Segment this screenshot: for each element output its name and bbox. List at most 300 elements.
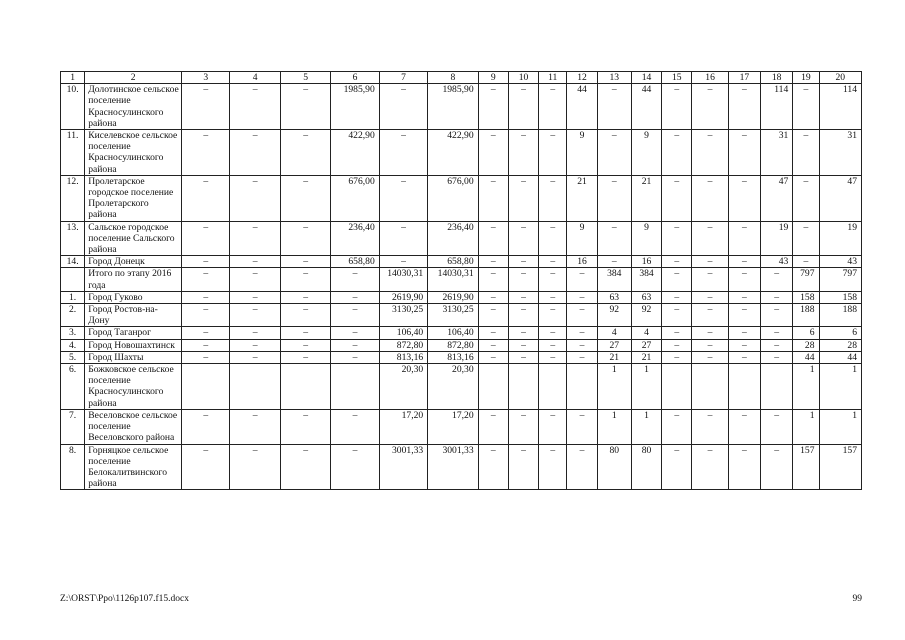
table-cell: – — [478, 130, 508, 176]
table-cell: – — [692, 351, 728, 363]
column-header: 12 — [567, 72, 597, 84]
table-cell: – — [508, 444, 538, 490]
table-cell: – — [728, 339, 760, 351]
table-cell: 92 — [597, 304, 631, 327]
table-cell: – — [597, 84, 631, 130]
column-header: 2 — [85, 72, 182, 84]
row-number: 6. — [61, 364, 85, 410]
table-row — [61, 84, 862, 130]
row-number: 1. — [61, 291, 85, 303]
table-cell: 3130,25 — [379, 304, 427, 327]
row-number: 8. — [61, 444, 85, 490]
column-header: 7 — [379, 72, 427, 84]
table-cell: 3001,33 — [379, 444, 427, 490]
column-header: 18 — [761, 72, 793, 84]
table-cell: 1 — [631, 364, 661, 410]
column-header: 9 — [478, 72, 508, 84]
table-cell: 114 — [761, 84, 793, 130]
table-cell: – — [230, 256, 280, 268]
table-cell: – — [728, 130, 760, 176]
table-cell: – — [662, 351, 692, 363]
table-cell: – — [230, 351, 280, 363]
table-cell: – — [230, 130, 280, 176]
table-cell: 658,80 — [331, 256, 379, 268]
table-cell: – — [597, 256, 631, 268]
table-cell: – — [662, 221, 692, 256]
table-cell: 9 — [567, 130, 597, 176]
table-cell: 422,90 — [428, 130, 478, 176]
table-cell: – — [692, 304, 728, 327]
row-number: 2. — [61, 304, 85, 327]
table-cell: 27 — [597, 339, 631, 351]
table-cell: 813,16 — [379, 351, 427, 363]
page-number: 99 — [852, 594, 862, 604]
table-cell: – — [728, 291, 760, 303]
table-cell: – — [539, 221, 567, 256]
table-cell: – — [567, 339, 597, 351]
table-cell: – — [662, 268, 692, 291]
column-header: 5 — [280, 72, 330, 84]
table-cell: – — [182, 175, 230, 221]
table-cell: 236,40 — [331, 221, 379, 256]
table-cell: – — [331, 444, 379, 490]
table-cell: – — [662, 304, 692, 327]
table-cell: – — [230, 327, 280, 339]
table-cell: – — [379, 221, 427, 256]
table-cell: – — [567, 444, 597, 490]
table-cell: – — [793, 221, 819, 256]
table-cell: – — [230, 175, 280, 221]
table-cell: – — [761, 291, 793, 303]
table-cell: – — [379, 130, 427, 176]
table-cell: – — [331, 351, 379, 363]
table-cell: – — [280, 221, 330, 256]
table-cell: – — [761, 351, 793, 363]
table-cell: – — [508, 256, 538, 268]
table-cell: 16 — [567, 256, 597, 268]
table-row — [61, 351, 862, 363]
table-cell: 188 — [793, 304, 819, 327]
table-cell: 80 — [631, 444, 661, 490]
table-cell: – — [539, 175, 567, 221]
table-cell: 1 — [631, 409, 661, 444]
settlement-name: Сальское городское поселение Сальского района — [85, 221, 182, 256]
table-cell: – — [728, 444, 760, 490]
table-cell: 158 — [819, 291, 862, 303]
table-cell: 157 — [793, 444, 819, 490]
table-cell: – — [478, 409, 508, 444]
column-header: 4 — [230, 72, 280, 84]
table-cell — [280, 364, 330, 410]
table-cell: – — [230, 268, 280, 291]
table-row — [61, 339, 862, 351]
column-header: 17 — [728, 72, 760, 84]
table-cell: – — [508, 84, 538, 130]
table-cell: 1 — [597, 364, 631, 410]
table-cell: – — [539, 444, 567, 490]
column-header: 19 — [793, 72, 819, 84]
table-cell: – — [182, 327, 230, 339]
table-cell: – — [692, 444, 728, 490]
table-cell: 676,00 — [428, 175, 478, 221]
column-header: 13 — [597, 72, 631, 84]
table-row — [61, 409, 862, 444]
table-cell: 28 — [819, 339, 862, 351]
table-cell: – — [793, 175, 819, 221]
row-number: 14. — [61, 256, 85, 268]
column-header: 10 — [508, 72, 538, 84]
table-cell — [331, 364, 379, 410]
row-number: 12. — [61, 175, 85, 221]
table-cell: – — [567, 351, 597, 363]
table-cell: – — [662, 409, 692, 444]
table-cell: – — [182, 339, 230, 351]
table-cell: 19 — [819, 221, 862, 256]
table-row — [61, 268, 862, 291]
table-cell: 106,40 — [379, 327, 427, 339]
table-cell: – — [182, 304, 230, 327]
table-cell: – — [230, 84, 280, 130]
table-cell: – — [182, 351, 230, 363]
settlement-name: Город Новошахтинск — [85, 339, 182, 351]
table-cell: 43 — [819, 256, 862, 268]
table-cell — [567, 364, 597, 410]
table-cell: 1 — [819, 409, 862, 444]
table-cell: – — [478, 304, 508, 327]
settlement-name: Долотинское сельское поселение Красносулинского района — [85, 84, 182, 130]
table-cell: – — [692, 409, 728, 444]
table-cell: – — [692, 221, 728, 256]
table-cell: – — [662, 256, 692, 268]
table-cell: – — [331, 409, 379, 444]
row-number: 13. — [61, 221, 85, 256]
data-table — [60, 71, 862, 490]
table-cell: – — [692, 256, 728, 268]
table-cell: – — [280, 256, 330, 268]
table-cell: – — [280, 327, 330, 339]
table-cell: 1 — [793, 409, 819, 444]
table-cell: – — [761, 268, 793, 291]
table-row — [61, 221, 862, 256]
table-cell: – — [508, 339, 538, 351]
file-path: Z:\ORST\Ppo\1126p107.f15.docx — [60, 594, 189, 604]
table-cell: 9 — [631, 221, 661, 256]
table-cell: 21 — [631, 351, 661, 363]
table-cell: – — [539, 304, 567, 327]
table-cell: 43 — [761, 256, 793, 268]
table-cell — [230, 364, 280, 410]
table-cell: – — [539, 291, 567, 303]
table-cell: – — [478, 351, 508, 363]
table-cell: – — [728, 175, 760, 221]
table-cell: – — [539, 327, 567, 339]
table-cell: – — [662, 444, 692, 490]
table-cell: – — [478, 221, 508, 256]
table-cell: – — [508, 130, 538, 176]
table-cell: – — [331, 304, 379, 327]
header-row — [61, 72, 862, 84]
table-cell — [182, 364, 230, 410]
table-cell: 157 — [819, 444, 862, 490]
table-cell: – — [182, 409, 230, 444]
row-number: 11. — [61, 130, 85, 176]
settlement-name: Город Донецк — [85, 256, 182, 268]
table-cell — [662, 364, 692, 410]
row-number: 4. — [61, 339, 85, 351]
column-header: 8 — [428, 72, 478, 84]
table-cell: 797 — [819, 268, 862, 291]
table-cell: – — [478, 84, 508, 130]
table-cell: – — [539, 84, 567, 130]
table-cell: – — [508, 268, 538, 291]
table-cell: – — [230, 409, 280, 444]
table-cell: – — [478, 291, 508, 303]
table-cell: – — [567, 327, 597, 339]
table-cell: – — [662, 291, 692, 303]
table-row — [61, 304, 862, 327]
table-cell: – — [597, 221, 631, 256]
table-cell: – — [280, 175, 330, 221]
table-cell: – — [692, 268, 728, 291]
table-cell: – — [182, 444, 230, 490]
table-cell: – — [280, 291, 330, 303]
table-cell: 236,40 — [428, 221, 478, 256]
table-cell: 31 — [761, 130, 793, 176]
row-number: 7. — [61, 409, 85, 444]
table-row — [61, 130, 862, 176]
table-cell: 21 — [567, 175, 597, 221]
table-cell: 20,30 — [428, 364, 478, 410]
table-cell: 9 — [631, 130, 661, 176]
table-cell: – — [539, 256, 567, 268]
table-row — [61, 364, 862, 410]
table-cell: 19 — [761, 221, 793, 256]
settlement-name: Веселовское сельское поселение Веселовского района — [85, 409, 182, 444]
table-cell: 63 — [631, 291, 661, 303]
table-cell: 44 — [819, 351, 862, 363]
table-cell: – — [230, 304, 280, 327]
table-cell: – — [567, 409, 597, 444]
table-cell: – — [597, 130, 631, 176]
row-number: 5. — [61, 351, 85, 363]
table-cell: – — [379, 175, 427, 221]
table-cell: – — [692, 175, 728, 221]
table-cell: – — [230, 444, 280, 490]
table-cell — [728, 364, 760, 410]
table-cell: 106,40 — [428, 327, 478, 339]
table-cell: – — [761, 339, 793, 351]
table-cell: – — [728, 256, 760, 268]
table-cell: – — [508, 291, 538, 303]
column-header: 11 — [539, 72, 567, 84]
table-row — [61, 327, 862, 339]
settlement-name: Город Гуково — [85, 291, 182, 303]
table-cell: – — [692, 130, 728, 176]
table-cell: – — [478, 268, 508, 291]
table-cell: 21 — [597, 351, 631, 363]
table-cell: 27 — [631, 339, 661, 351]
column-header: 15 — [662, 72, 692, 84]
table-cell: – — [182, 291, 230, 303]
table-cell: – — [508, 409, 538, 444]
table-cell: 63 — [597, 291, 631, 303]
table-cell: 16 — [631, 256, 661, 268]
table-cell: – — [728, 84, 760, 130]
table-cell: – — [567, 304, 597, 327]
table-cell: 44 — [793, 351, 819, 363]
table-cell: – — [728, 327, 760, 339]
table-cell: – — [331, 291, 379, 303]
table-cell: – — [478, 327, 508, 339]
table-cell: 4 — [597, 327, 631, 339]
settlement-name: Киселевское сельское поселение Красносулинского района — [85, 130, 182, 176]
table-cell: – — [280, 130, 330, 176]
table-cell: – — [662, 327, 692, 339]
table-cell: – — [280, 339, 330, 351]
table-cell: – — [280, 84, 330, 130]
table-cell: 6 — [793, 327, 819, 339]
column-header: 14 — [631, 72, 661, 84]
table-cell: – — [478, 339, 508, 351]
table-cell: 658,80 — [428, 256, 478, 268]
table-cell: – — [280, 268, 330, 291]
table-cell: – — [539, 339, 567, 351]
table-cell: – — [182, 268, 230, 291]
table-cell: 3001,33 — [428, 444, 478, 490]
table-cell: – — [692, 339, 728, 351]
table-cell — [508, 364, 538, 410]
column-header: 16 — [692, 72, 728, 84]
table-cell: – — [331, 268, 379, 291]
table-cell: 2619,90 — [379, 291, 427, 303]
table-cell: 17,20 — [428, 409, 478, 444]
settlement-name: Город Шахты — [85, 351, 182, 363]
table-cell — [478, 364, 508, 410]
settlement-name: Город Таганрог — [85, 327, 182, 339]
table-cell: 47 — [819, 175, 862, 221]
table-cell: – — [761, 327, 793, 339]
table-cell: – — [478, 175, 508, 221]
table-cell: – — [230, 291, 280, 303]
table-cell: – — [761, 304, 793, 327]
table-cell: – — [793, 130, 819, 176]
table-cell: – — [728, 351, 760, 363]
table-cell: – — [692, 291, 728, 303]
table-cell: 4 — [631, 327, 661, 339]
table-cell: 31 — [819, 130, 862, 176]
table-cell: 20,30 — [379, 364, 427, 410]
table-cell: – — [728, 221, 760, 256]
table-cell: – — [539, 130, 567, 176]
table-cell: – — [662, 175, 692, 221]
table-cell: – — [280, 409, 330, 444]
table-cell: – — [793, 84, 819, 130]
table-cell: 21 — [631, 175, 661, 221]
table-cell: – — [539, 351, 567, 363]
table-cell: – — [182, 84, 230, 130]
table-row — [61, 444, 862, 490]
table-cell — [692, 364, 728, 410]
table-cell: 813,16 — [428, 351, 478, 363]
table-cell — [761, 364, 793, 410]
column-header: 20 — [819, 72, 862, 84]
table-cell: 114 — [819, 84, 862, 130]
table-cell: – — [793, 256, 819, 268]
row-number: 10. — [61, 84, 85, 130]
table-cell: 422,90 — [331, 130, 379, 176]
table-cell: – — [567, 268, 597, 291]
table-cell: – — [280, 444, 330, 490]
table-cell: – — [379, 84, 427, 130]
table-cell: 28 — [793, 339, 819, 351]
table-cell: 9 — [567, 221, 597, 256]
table-cell: 6 — [819, 327, 862, 339]
table-cell: 158 — [793, 291, 819, 303]
table-cell: 676,00 — [331, 175, 379, 221]
table-cell: 384 — [631, 268, 661, 291]
table-cell: – — [692, 84, 728, 130]
table-cell: – — [728, 268, 760, 291]
table-cell: 797 — [793, 268, 819, 291]
table-row — [61, 256, 862, 268]
table-cell: – — [182, 130, 230, 176]
table-cell: 872,80 — [428, 339, 478, 351]
table-cell: 92 — [631, 304, 661, 327]
table-cell: – — [508, 351, 538, 363]
table-cell: 3130,25 — [428, 304, 478, 327]
table-cell: 17,20 — [379, 409, 427, 444]
table-cell: 14030,31 — [379, 268, 427, 291]
table-cell: 80 — [597, 444, 631, 490]
table-cell: – — [230, 339, 280, 351]
table-cell: – — [508, 304, 538, 327]
settlement-name: Пролетарское городское поселение Пролетарского района — [85, 175, 182, 221]
settlement-name: Итого по этапу 2016 года — [85, 268, 182, 291]
column-header: 1 — [61, 72, 85, 84]
table-cell: – — [508, 175, 538, 221]
table-cell: – — [692, 327, 728, 339]
settlement-name: Божковское сельское поселение Красносулинского района — [85, 364, 182, 410]
table-cell: 1 — [597, 409, 631, 444]
table-cell: – — [280, 304, 330, 327]
table-cell: – — [597, 175, 631, 221]
column-header: 6 — [331, 72, 379, 84]
table-row — [61, 175, 862, 221]
table-cell: 872,80 — [379, 339, 427, 351]
table-cell: – — [761, 444, 793, 490]
table-cell: 47 — [761, 175, 793, 221]
table-cell: – — [478, 256, 508, 268]
table-cell: 1 — [793, 364, 819, 410]
table-cell: 14030,31 — [428, 268, 478, 291]
settlement-name: Город Ростов-на-Дону — [85, 304, 182, 327]
table-cell: – — [379, 256, 427, 268]
table-cell: 384 — [597, 268, 631, 291]
table-cell: – — [331, 327, 379, 339]
table-cell: 44 — [567, 84, 597, 130]
table-cell: – — [280, 351, 330, 363]
table-cell: – — [761, 409, 793, 444]
table-cell: 1 — [819, 364, 862, 410]
table-cell: – — [662, 339, 692, 351]
table-cell: – — [508, 221, 538, 256]
table-cell: – — [728, 304, 760, 327]
table-cell: 1985,90 — [428, 84, 478, 130]
table-cell: – — [567, 291, 597, 303]
table-cell: – — [182, 221, 230, 256]
table-cell: – — [728, 409, 760, 444]
table-cell: 44 — [631, 84, 661, 130]
